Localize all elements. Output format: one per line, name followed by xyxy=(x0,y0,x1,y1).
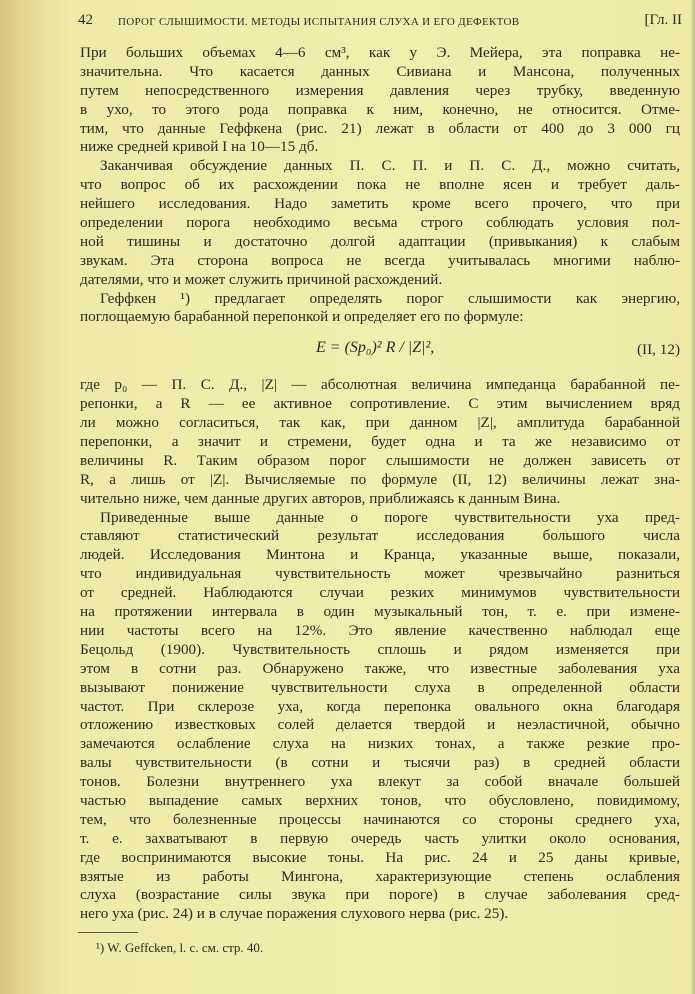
paragraph xyxy=(80,44,680,157)
text-line: вызывают понижение чувствительности слуха в определенной области xyxy=(80,678,680,696)
text-line: ли можно согласиться, так как, при данном |Z|, амплитуда барабанной xyxy=(80,414,680,432)
text-line: чительно ниже, чем данные других авторов, приближаясь к данным Вина. xyxy=(80,489,561,507)
paragraph xyxy=(80,157,680,289)
page-number: 42 xyxy=(78,12,93,28)
text-line: Приведенные выше данные о пороге чувствительности уха пред- xyxy=(100,508,680,526)
chapter-label: [Гл. II xyxy=(644,12,682,28)
text-line: ставляют статистический результат исследования большого числа xyxy=(80,527,680,545)
text-line: в ухо, то этого рода поправка к ним, конечно, не относится. Отме- xyxy=(80,100,680,118)
text-line: где воспринимаются высокие тоны. На рис. 24 и 25 даны кривые, xyxy=(80,848,680,866)
text-line: валы чувствительности (в сотни и тысячи раз) в средней области xyxy=(80,754,680,772)
text-line: замечаются ослабление слуха на низких тонах, а также резкие про- xyxy=(80,735,680,753)
text-line: определении порога необходимо весьма строго соблюдать условия пол- xyxy=(80,214,680,232)
text-line: ниже средней кривой I на 10—15 дб. xyxy=(80,138,319,156)
body-text xyxy=(80,44,680,924)
text-line: репонки, а R — ее активное сопротивление. С этим вычислением вряд xyxy=(80,395,680,413)
footnote: ¹) W. Geffcken, l. c. см. стр. 40. xyxy=(96,940,264,955)
text-line: величины R. Таким образом порог слышимости не должен зависеть от xyxy=(80,451,680,469)
text-line: частью выпадение самых верхних тонов, что обусловлено, повидимому, xyxy=(80,791,680,809)
text-line: значительна. Что касается данных Сивиана и Мансона, полученных xyxy=(80,62,680,80)
text-line: на протяжении интервала в один музыкальный тон, т. е. при измене- xyxy=(80,603,680,621)
text-line: тим, что данные Геффкена (рис. 21) лежат в области от 400 до 3 000 гц xyxy=(80,119,680,137)
text-line: взятые из работы Мингона, характеризующие степень ослабления xyxy=(80,867,680,885)
text-line: Геффкен ¹) предлагает определять порог слышимости как энергию, xyxy=(100,289,680,307)
footnote-rule xyxy=(78,932,138,933)
text-line: R, а лишь от |Z|. Вычисляемые по формуле (II, 12) величины лежат зна- xyxy=(80,470,680,488)
text-line: где p₀ — П. С. Д., |Z| — абсолютная величина импеданца барабанной пе- xyxy=(80,376,680,394)
text-line: людей. Исследования Минтона и Кранца, указанные выше, показали, xyxy=(80,546,680,564)
text-line: нейшего исследования. Надо заметить кроме всего прочего, что при xyxy=(80,195,680,213)
text-line: При больших объемах 4—6 см³, как у Э. Мейера, эта поправка не- xyxy=(80,44,680,61)
paragraph xyxy=(80,290,680,328)
text-line: от средней. Наблюдаются случаи резких минимумов чувствительности xyxy=(80,584,680,602)
text-line: тонов. Болезни внутреннего уха влекут за собой вначале большей xyxy=(80,773,680,791)
text-line: Заканчивая обсуждение данных П. С. П. и П. С. Д., можно считать, xyxy=(100,157,680,175)
formula-expression: E = (Sp₀)² R / |Z|², xyxy=(316,339,435,357)
text-line: отложению известковых солей делается твердой и неэластичной, обычно xyxy=(80,716,680,734)
paragraph xyxy=(80,376,680,508)
text-line: нии частоты всего на 12%. Это явление качественно наблюдал еще xyxy=(80,621,680,639)
paragraphs-after-formula xyxy=(80,376,680,924)
formula-number: (II, 12) xyxy=(636,341,680,359)
text-line: звукам. Эта сторона вопроса не всегда учитывалась многими наблю- xyxy=(80,251,680,269)
paragraph xyxy=(80,509,680,925)
running-title: ПОРОГ СЛЫШИМОСТИ. МЕТОДЫ ИСПЫТАНИЯ СЛУХА И ЕГО ДЕФЕКТОВ xyxy=(118,16,520,28)
text-line: частот. При склерозе уха, когда перепонка овального окна благодаря xyxy=(80,697,680,715)
text-line: тем, что болезненные процессы начинаются со стороны среднего уха, xyxy=(80,810,680,828)
text-line: слуха (возрастание силы звука при пороге) в случае заболевания сред- xyxy=(80,886,680,904)
text-line: дателями, что и может служить причиной расхождений. xyxy=(80,270,443,288)
text-line: что индивидуальная чувствительность может чрезвычайно разниться xyxy=(80,565,680,583)
text-line: ной тишины и достаточно долгой адаптации (привыкания) к слабым xyxy=(80,232,680,250)
text-line: путем непосредственного измерения давления через трубку, введенную xyxy=(80,81,680,99)
text-line: поглощаемую барабанной перепонкой и определяет его по формуле: xyxy=(80,308,524,326)
text-line: этом в сотни раз. Обнаружено также, что известные заболевания уха xyxy=(80,659,680,677)
paragraphs-before-formula xyxy=(80,44,680,327)
text-line: него уха (рис. 24) и в случае поражения слухового нерва (рис. 25). xyxy=(80,905,509,923)
text-line: что вопрос об их расхождении пока не вполне ясен и требует даль- xyxy=(80,176,680,194)
text-line: т. е. захватывают в первую очередь часть улитки около основания, xyxy=(80,829,680,847)
formula xyxy=(80,327,680,376)
text-line: перепонки, а значит и стремени, будет одна и та же независимо от xyxy=(80,433,680,451)
running-header xyxy=(78,12,682,32)
text-line: Бецольд (1900). Чувствительность сплошь и рядом изменяется при xyxy=(80,640,680,658)
